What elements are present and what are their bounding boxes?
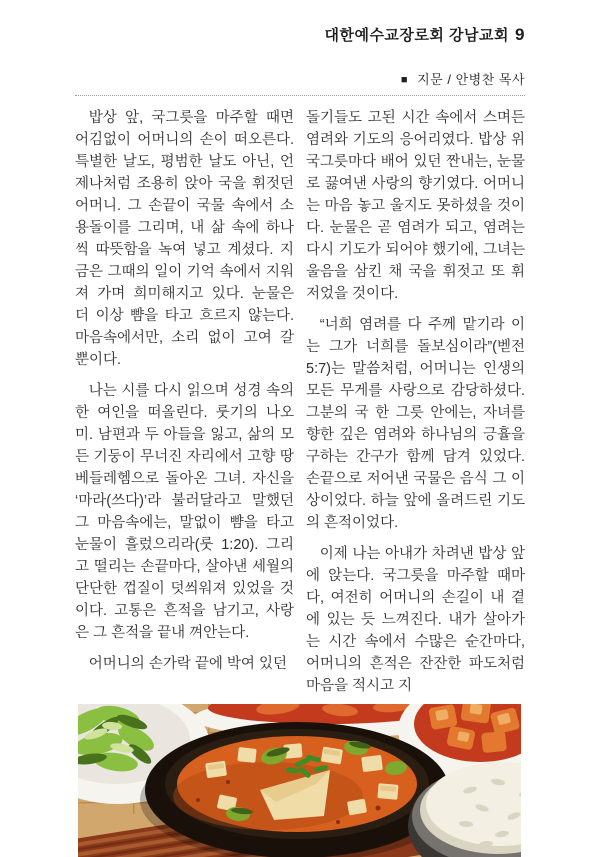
food-photo-illustration: [78, 704, 521, 857]
byline-separator: /: [447, 72, 452, 87]
article-title: 지문: [417, 72, 444, 87]
byline: [75, 69, 525, 88]
paragraph: “너희 염려를 다 주께 맡기라 이는 그가 너희를 돌보심이라”(벧전 5:7)는 말씀처럼, 어머니는 인생의 모든 무게를 사랑으로 감당하셨다. 그분의 국 한 그릇 안에는, 자녀를 향한 깊은 염려와 하나님의 긍휼을 구하는 간구가 함께 담겨 있었다. 손끝으로 저어낸 국물은 음식 그 이상이었다. 하늘 앞에 올려드린 기도의 흔적이었다.: [306, 317, 525, 531]
paragraph: 돌기들도 고된 시간 속에서 스며든 염려와 기도의 응어리였다. 밥상 위 국그릇마다 배어 있던 짠내는, 눈물로 끓여낸 사랑의 향기였다. 어머니는 마음 놓고 울지도 못하셨을 것이다. 눈물은 곧 염려가 되고, 염려는 다시 기도가 되어야 했기에, 그녀는 울음을 삼킨 채 국을 휘젓고 또 휘저었을 것이다.: [306, 110, 525, 302]
church-name: 대한예수교장로회 강남교회: [324, 27, 510, 44]
dotted-divider: [75, 95, 525, 96]
article-body: [75, 107, 525, 697]
paragraph: 나는 시를 다시 읽으며 성경 속의 한 여인을 떠올린다. 룻기의 나오미. 남편과 두 아들을 잃고, 삶의 모든 기둥이 무너진 자리에서 고향 땅 베들레헴으로 돌아온 그녀. 자신을 ‘마라(쓰다)’라 불러달라고 말했던 그 마음속에는, 말없이 뺨을 타고 눈물이 흘렀으리라(룻 1:20). 그리고 떨리는 손끝마다, 살아낸 세월의 단단한 껍질이 덧씌워져 있었을 것이다. 고통은 흔적을 남기고, 사랑은 그 흔적을 끝내 껴안는다.: [75, 383, 294, 641]
right-column: [306, 107, 525, 697]
left-column: [75, 107, 294, 697]
page-number: 9: [515, 25, 525, 44]
masthead: [75, 24, 525, 45]
food-photo: [78, 704, 521, 857]
paragraph: 어머니의 손가락 끝에 박여 있던: [88, 656, 287, 672]
square-bullet-icon: ■: [400, 74, 408, 86]
author-name: 안병찬 목사: [455, 72, 525, 87]
paragraph: 이제 나는 아내가 차려낸 밥상 앞에 앉는다. 국그릇을 마주할 때마다, 여전히 어머니의 손길이 내 곁에 있는 듯 느껴진다. 내가 살아가는 시간 속에서 수많은 순간마다, 어머니의 흔적은 잔잔한 파도처럼 마음을 적시고 지: [306, 546, 525, 694]
paragraph: 밥상 앞, 국그릇을 마주할 때면 어김없이 어머니의 손이 떠오른다. 특별한 날도, 평범한 날도 아닌, 언제나처럼 조용히 앉아 국을 휘젓던 어머니. 그 손끝이 국물 속에서 소용돌이를 그리며, 내 삶 속에 하나씩 따뜻함을 녹여 넣고 계셨다. 지금은 그때의 일이 기억 속에서 지워져 가며 희미해지고 있다. 눈물은 더 이상 뺨을 타고 흐르지 않는다. 마음속에서만, 소리 없이 고여 갈 뿐이다.: [75, 110, 294, 368]
